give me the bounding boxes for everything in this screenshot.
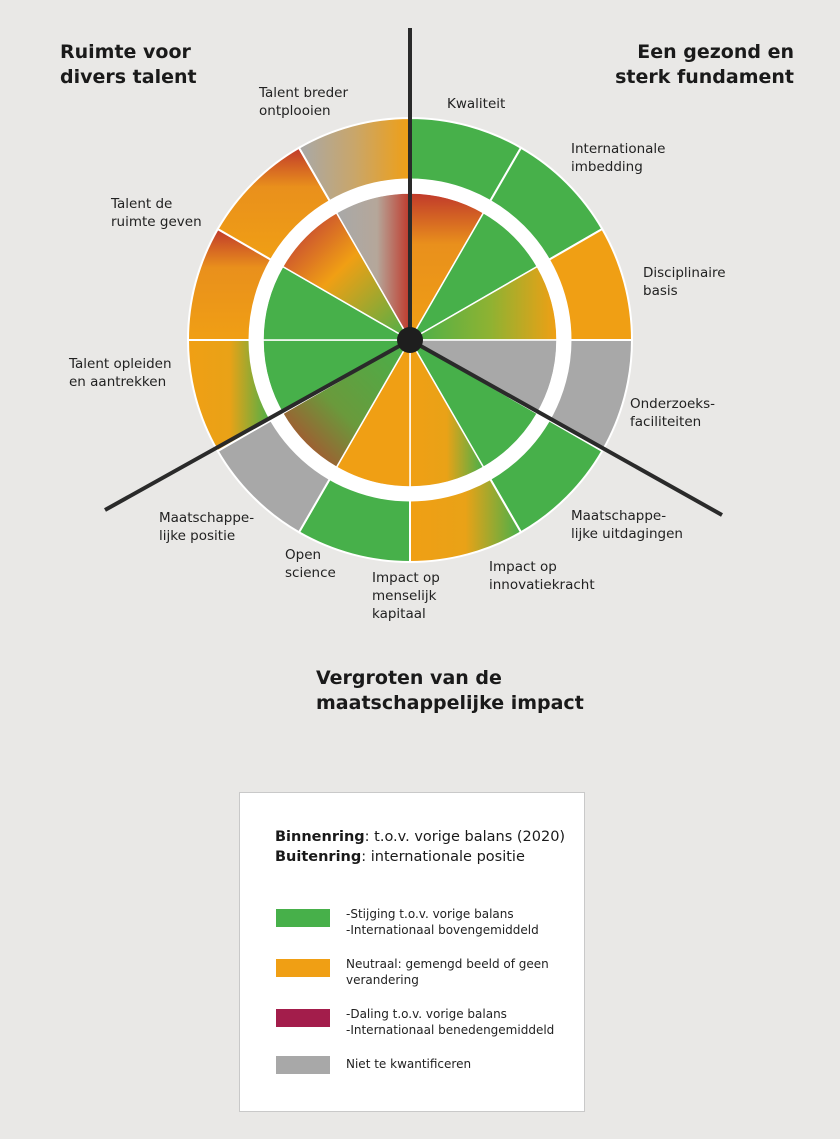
label-talent-opleiden: Talent opleiden en aantrekken	[69, 356, 172, 390]
label-maatschappelijke-positie: Maatschappe- lijke positie	[159, 510, 255, 544]
label-impact-menselijk-kapitaal: Impact op menselijk kapitaal	[372, 570, 440, 622]
legend-swatch-red	[276, 1009, 330, 1027]
legend-swatch-green	[276, 909, 330, 927]
center-hub	[397, 327, 423, 353]
legend: Binnenring: t.o.v. vorige balans (2020) Buitenring: internationale positie -Stijging t.o.v. vorige balans -Internationaal bovengemiddeld Neutraal: gemengd beeld of geen verandering -Daling t.o.v. vorige balans -Internationaal benedengemiddeld Niet te kwantificeren	[239, 792, 585, 1112]
label-onderzoeksfaciliteiten: Onderzoeks- faciliteiten	[630, 396, 715, 430]
legend-swatch-gray	[276, 1056, 330, 1074]
label-talent-ruimte: Talent de ruimte geven	[111, 196, 202, 230]
label-disciplinaire-basis: Disciplinaire basis	[643, 265, 726, 299]
label-talent-breder: Talent breder ontplooien	[259, 85, 349, 119]
label-maatschappelijke-uitdagingen: Maatschappe- lijke uitdagingen	[571, 508, 683, 542]
label-kwaliteit: Kwaliteit	[447, 96, 506, 112]
legend-heading: Binnenring: t.o.v. vorige balans (2020) Buitenring: internationale positie	[275, 829, 566, 865]
label-open-science: Open science	[285, 547, 336, 581]
label-impact-innovatiekracht: Impact op innovatiekracht	[489, 559, 595, 593]
title-impact: Vergroten van de maatschappelijke impact	[316, 667, 584, 714]
title-fundament: Een gezond en sterk fundament	[615, 41, 794, 88]
legend-swatch-orange	[276, 959, 330, 977]
title-ruimte: Ruimte voor divers talent	[60, 41, 197, 88]
label-internationale-imbedding: Internationale imbedding	[571, 141, 666, 175]
